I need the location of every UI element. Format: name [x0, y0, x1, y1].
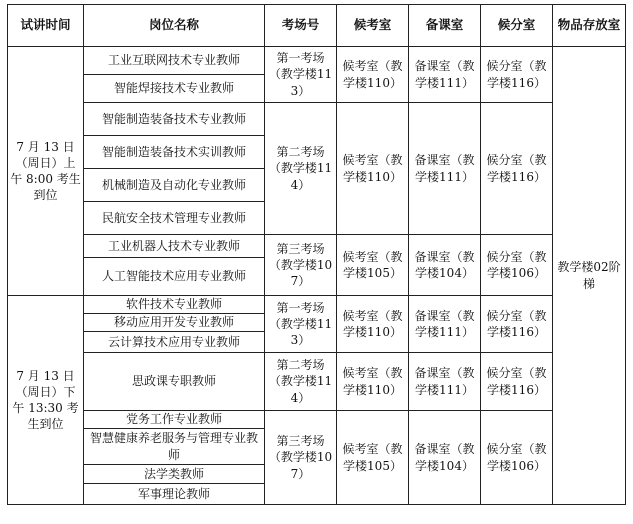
- score-room-cell: 候分室（教学楼116）: [481, 47, 553, 103]
- header-position: 岗位名称: [84, 5, 265, 47]
- session-time-cell: 7 月 13 日（周日）上午 8:00 考生到位: [8, 47, 84, 296]
- position-name-cell: 智慧健康养老服务与管理专业教师: [84, 429, 265, 465]
- waiting-room-cell: 候考室（教学楼110）: [337, 103, 409, 235]
- table-row: [8, 235, 626, 258]
- score-room-cell: 候分室（教学楼116）: [481, 296, 553, 353]
- score-room-cell: 候分室（教学楼106）: [481, 235, 553, 296]
- exam-room-cell: 第二考场（教学楼114）: [265, 353, 337, 411]
- prep-room-cell: 备课室（教学楼111）: [409, 47, 481, 103]
- exam-room-cell: 第三考场（教学楼107）: [265, 235, 337, 296]
- header-waiting-room: 候考室: [337, 5, 409, 47]
- position-name-cell: 工业互联网技术专业教师: [84, 47, 265, 75]
- position-name-cell: 思政课专职教师: [84, 353, 265, 411]
- prep-room-cell: 备课室（教学楼111）: [409, 103, 481, 235]
- prep-room-cell: 备课室（教学楼111）: [409, 296, 481, 353]
- header-storage-room: 物品存放室: [553, 5, 626, 47]
- header-prep-room: 备课室: [409, 5, 481, 47]
- session-time-cell: 7 月 13 日（周日）下午 13:30 考生到位: [8, 296, 84, 505]
- position-name-cell: 移动应用开发专业教师: [84, 314, 265, 332]
- table-row: [8, 296, 626, 314]
- position-name-cell: 工业机器人技术专业教师: [84, 235, 265, 258]
- position-name-cell: 智能制造装备技术专业教师: [84, 103, 265, 136]
- score-room-cell: 候分室（教学楼116）: [481, 103, 553, 235]
- prep-room-cell: 备课室（教学楼111）: [409, 353, 481, 411]
- storage-room-cell: 教学楼02阶梯: [553, 47, 626, 505]
- header-row: [8, 5, 626, 47]
- position-name-cell: 党务工作专业教师: [84, 411, 265, 429]
- header-score-room: 候分室: [481, 5, 553, 47]
- waiting-room-cell: 候考室（教学楼105）: [337, 411, 409, 505]
- table-row: [8, 103, 626, 136]
- position-name-cell: 机械制造及自动化专业教师: [84, 169, 265, 202]
- header-time: 试讲时间: [8, 5, 84, 47]
- table-row: [8, 353, 626, 411]
- position-name-cell: 智能焊接技术专业教师: [84, 75, 265, 103]
- position-name-cell: 军事理论教师: [84, 484, 265, 505]
- waiting-room-cell: 候考室（教学楼105）: [337, 235, 409, 296]
- exam-room-cell: 第二考场（教学楼114）: [265, 103, 337, 235]
- schedule-body: [8, 47, 626, 505]
- position-name-cell: 人工智能技术应用专业教师: [84, 258, 265, 296]
- score-room-cell: 候分室（教学楼116）: [481, 353, 553, 411]
- position-name-cell: 软件技术专业教师: [84, 296, 265, 314]
- prep-room-cell: 备课室（教学楼104）: [409, 411, 481, 505]
- position-name-cell: 智能制造装备技术实训教师: [84, 136, 265, 169]
- waiting-room-cell: 候考室（教学楼110）: [337, 353, 409, 411]
- exam-room-cell: 第一考场（教学楼113）: [265, 296, 337, 353]
- position-name-cell: 云计算技术应用专业教师: [84, 332, 265, 353]
- position-name-cell: 民航安全技术管理专业教师: [84, 202, 265, 235]
- header-exam-room: 考场号: [265, 5, 337, 47]
- waiting-room-cell: 候考室（教学楼110）: [337, 296, 409, 353]
- exam-schedule-table: [7, 4, 626, 505]
- table-row: [8, 47, 626, 75]
- exam-room-cell: 第三考场（教学楼107）: [265, 411, 337, 505]
- score-room-cell: 候分室（教学楼106）: [481, 411, 553, 505]
- table-row: [8, 411, 626, 429]
- waiting-room-cell: 候考室（教学楼110）: [337, 47, 409, 103]
- position-name-cell: 法学类教师: [84, 465, 265, 484]
- prep-room-cell: 备课室（教学楼104）: [409, 235, 481, 296]
- exam-room-cell: 第一考场（教学楼113）: [265, 47, 337, 103]
